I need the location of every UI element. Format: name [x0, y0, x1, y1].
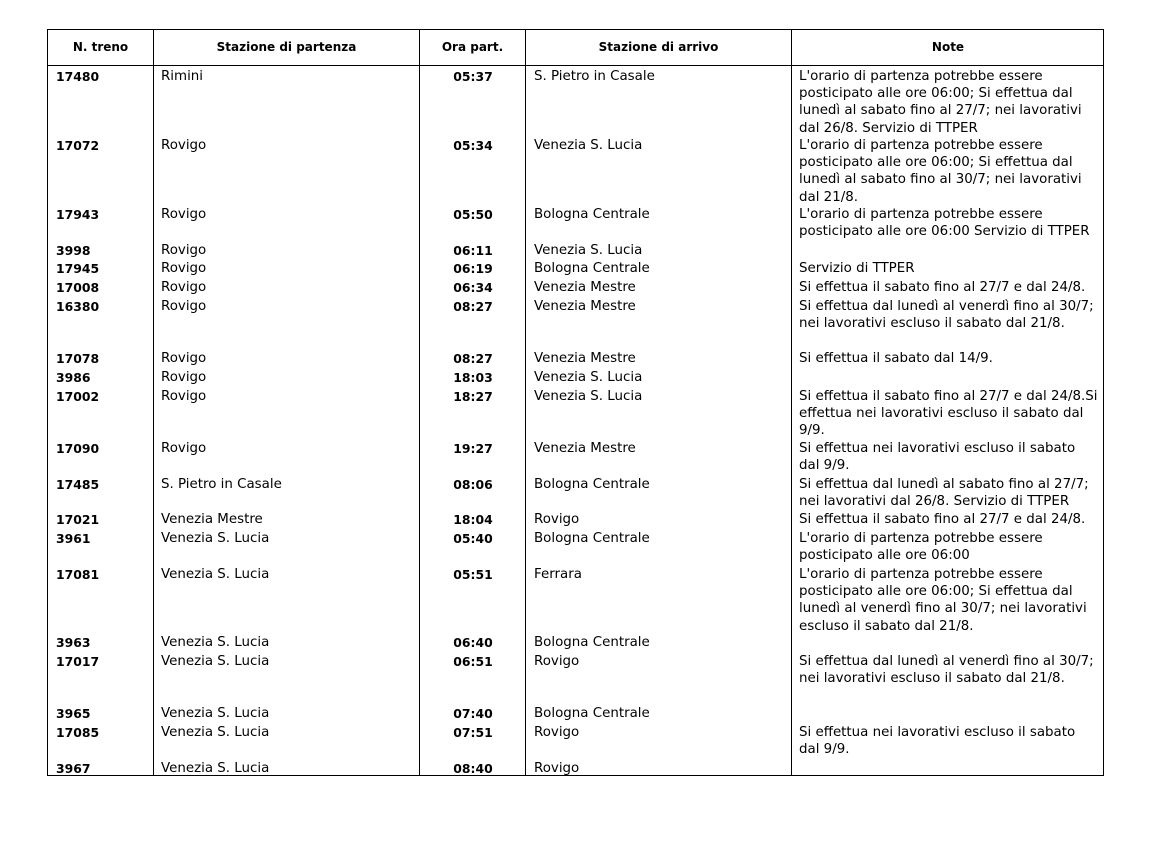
- train-number: 3986: [56, 370, 91, 385]
- departure-time: 08:40: [453, 761, 493, 776]
- departure-time: 06:40: [453, 635, 493, 650]
- note: Servizio di TTPER: [799, 261, 915, 276]
- departure-station: Rovigo: [161, 351, 207, 366]
- train-number: 17017: [56, 654, 100, 669]
- arrival-station: Bologna Centrale: [534, 477, 650, 492]
- departure-station: S. Pietro in Casale: [161, 477, 282, 492]
- departure-time: 05:51: [453, 567, 493, 582]
- header-divider: [48, 65, 1103, 66]
- arrival-station: Ferrara: [534, 567, 582, 582]
- departure-station: Rovigo: [161, 280, 207, 295]
- header-train-number: N. treno: [72, 40, 129, 54]
- departure-time: 05:40: [453, 531, 493, 546]
- arrival-station: Rovigo: [534, 725, 580, 740]
- arrival-station: Venezia S. Lucia: [534, 370, 643, 385]
- departure-time: 05:34: [453, 138, 493, 153]
- train-number: 17943: [56, 207, 100, 222]
- train-number: 17480: [56, 69, 100, 84]
- arrival-station: Bologna Centrale: [534, 207, 650, 222]
- departure-station: Rovigo: [161, 370, 207, 385]
- header-departure-time: Ora part.: [441, 40, 504, 54]
- train-number: 17021: [56, 512, 100, 527]
- departure-station: Venezia S. Lucia: [161, 654, 270, 669]
- train-number: 17085: [56, 725, 100, 740]
- arrival-station: S. Pietro in Casale: [534, 69, 655, 84]
- departure-station: Venezia S. Lucia: [161, 761, 270, 776]
- train-timetable: [47, 29, 1104, 776]
- arrival-station: Venezia S. Lucia: [534, 243, 643, 258]
- departure-time: 08:27: [453, 351, 493, 366]
- arrival-station: Bologna Centrale: [534, 635, 650, 650]
- header-notes: Note: [931, 40, 965, 54]
- departure-station: Rovigo: [161, 299, 207, 314]
- departure-station: Venezia Mestre: [161, 512, 263, 527]
- note: Si effettua il sabato dal 14/9.: [799, 351, 993, 366]
- departure-time: 06:34: [453, 280, 493, 295]
- departure-time: 06:11: [453, 243, 493, 258]
- column-divider: [791, 30, 792, 775]
- note: Si effettua il sabato fino al 27/7 e dal 24/8.: [799, 280, 1086, 295]
- departure-station: Venezia S. Lucia: [161, 706, 270, 721]
- note: Si effettua il sabato fino al 27/7 e dal 24/8.Si effettua nei lavorativi escluso il sabato dal 9/9.: [799, 389, 1098, 439]
- train-number: 3963: [56, 635, 91, 650]
- arrival-station: Rovigo: [534, 654, 580, 669]
- departure-station: Rimini: [161, 69, 203, 84]
- arrival-station: Rovigo: [534, 512, 580, 527]
- departure-time: 18:03: [453, 370, 493, 385]
- arrival-station: Bologna Centrale: [534, 531, 650, 546]
- train-number: 16380: [56, 299, 100, 314]
- arrival-station: Venezia Mestre: [534, 299, 636, 314]
- note: Si effettua dal lunedì al venerdì fino al 30/7; nei lavorativi escluso il sabato dal 21/8.: [799, 654, 1094, 687]
- train-number: 17072: [56, 138, 100, 153]
- arrival-station: Venezia Mestre: [534, 351, 636, 366]
- train-number: 3967: [56, 761, 91, 776]
- train-number: 3961: [56, 531, 91, 546]
- departure-station: Rovigo: [161, 441, 207, 456]
- train-number: 17090: [56, 441, 100, 456]
- departure-time: 08:06: [453, 477, 493, 492]
- arrival-station: Venezia S. Lucia: [534, 138, 643, 153]
- note: L'orario di partenza potrebbe essere posticipato alle ore 06:00 Servizio di TTPER: [799, 207, 1090, 240]
- departure-time: 06:51: [453, 654, 493, 669]
- note: L'orario di partenza potrebbe essere posticipato alle ore 06:00; Si effettua dal lunedì al sabato fino al 30/7; nei lavorativi dal 21/8.: [799, 138, 1082, 205]
- train-number: 17081: [56, 567, 100, 582]
- departure-time: 05:50: [453, 207, 493, 222]
- departure-time: 07:51: [453, 725, 493, 740]
- departure-time: 06:19: [453, 261, 493, 276]
- note: L'orario di partenza potrebbe essere posticipato alle ore 06:00; Si effettua dal lunedì al venerdì fino al 30/7; nei lavorativi escluso il sabato dal 21/8.: [799, 567, 1087, 634]
- train-number: 17485: [56, 477, 100, 492]
- arrival-station: Venezia S. Lucia: [534, 389, 643, 404]
- departure-time: 08:27: [453, 299, 493, 314]
- note: Si effettua dal lunedì al venerdì fino al 30/7; nei lavorativi escluso il sabato dal 21/8.: [799, 299, 1094, 332]
- departure-station: Venezia S. Lucia: [161, 635, 270, 650]
- note: Si effettua nei lavorativi escluso il sabato dal 9/9.: [799, 725, 1076, 758]
- departure-time: 07:40: [453, 706, 493, 721]
- arrival-station: Bologna Centrale: [534, 706, 650, 721]
- departure-station: Rovigo: [161, 243, 207, 258]
- header-departure-station: Stazione di partenza: [216, 40, 357, 54]
- train-number: 3998: [56, 243, 91, 258]
- train-number: 17945: [56, 261, 100, 276]
- note: L'orario di partenza potrebbe essere posticipato alle ore 06:00: [799, 531, 1043, 564]
- note: Si effettua dal lunedì al sabato fino al 27/7; nei lavorativi dal 26/8. Servizio di TTPER: [799, 477, 1089, 510]
- departure-station: Rovigo: [161, 261, 207, 276]
- train-number: 3965: [56, 706, 91, 721]
- train-number: 17078: [56, 351, 100, 366]
- column-divider: [153, 30, 154, 775]
- departure-station: Venezia S. Lucia: [161, 567, 270, 582]
- arrival-station: Venezia Mestre: [534, 441, 636, 456]
- departure-station: Rovigo: [161, 207, 207, 222]
- departure-time: 05:37: [453, 69, 493, 84]
- note: Si effettua nei lavorativi escluso il sabato dal 9/9.: [799, 441, 1076, 474]
- arrival-station: Bologna Centrale: [534, 261, 650, 276]
- note: Si effettua il sabato fino al 27/7 e dal 24/8.: [799, 512, 1086, 527]
- departure-station: Rovigo: [161, 138, 207, 153]
- arrival-station: Venezia Mestre: [534, 280, 636, 295]
- departure-time: 19:27: [453, 441, 493, 456]
- train-number: 17008: [56, 280, 100, 295]
- arrival-station: Rovigo: [534, 761, 580, 776]
- departure-time: 18:04: [453, 512, 493, 527]
- departure-time: 18:27: [453, 389, 493, 404]
- train-number: 17002: [56, 389, 100, 404]
- note: L'orario di partenza potrebbe essere posticipato alle ore 06:00; Si effettua dal lunedì al sabato fino al 27/7; nei lavorativi dal 26/8. Servizio di TTPER: [799, 69, 1082, 136]
- departure-station: Venezia S. Lucia: [161, 531, 270, 546]
- departure-station: Rovigo: [161, 389, 207, 404]
- header-arrival-station: Stazione di arrivo: [598, 40, 719, 54]
- departure-station: Venezia S. Lucia: [161, 725, 270, 740]
